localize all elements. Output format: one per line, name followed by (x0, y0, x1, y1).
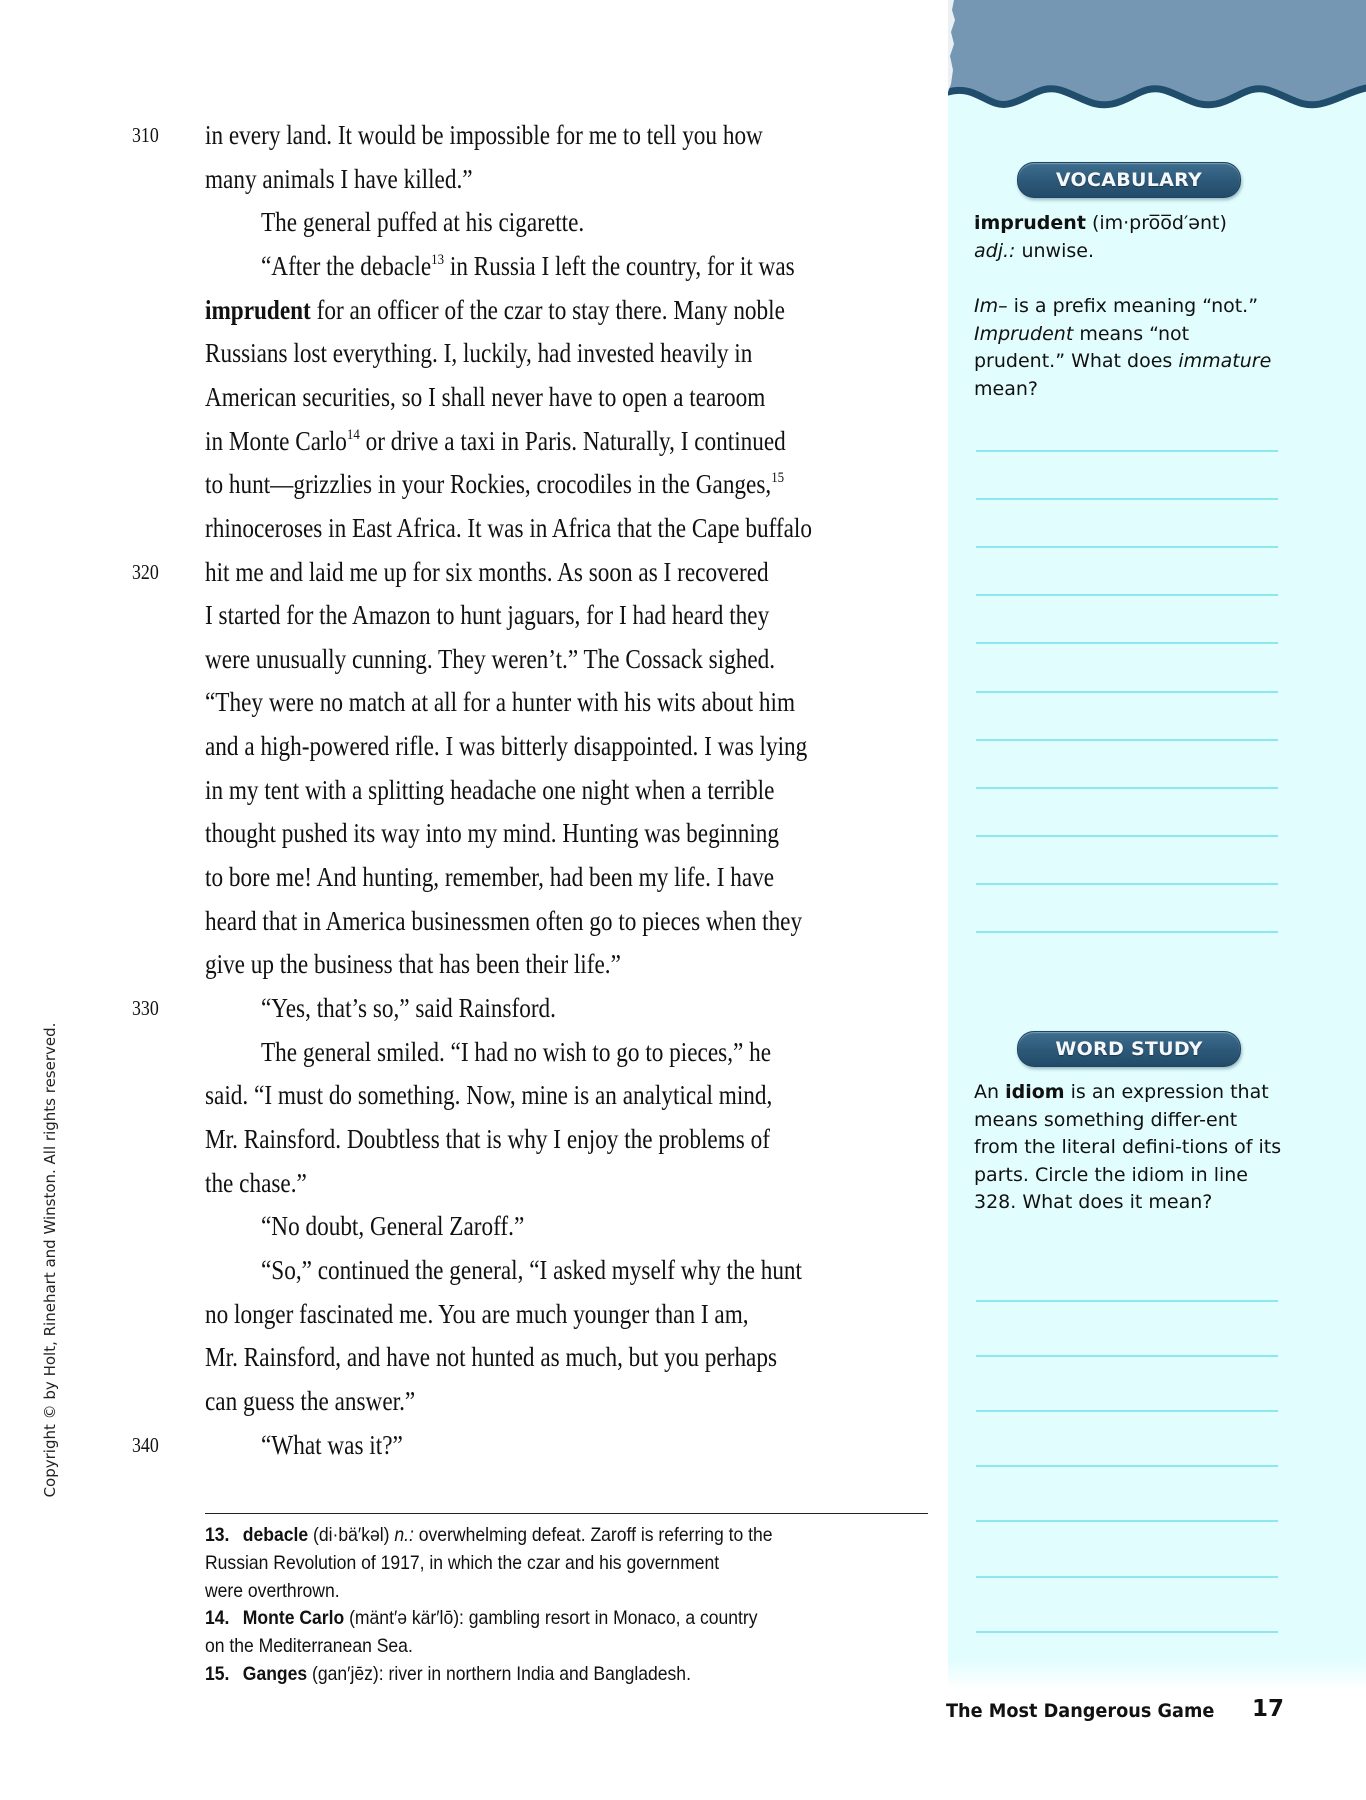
vocabulary-meaning: unwise. (1015, 239, 1095, 262)
story-line (261, 1254, 802, 1286)
page-number: 17 (1252, 1696, 1285, 1722)
text-run: give up the business that has been their life.” (205, 949, 621, 980)
story-line (261, 1036, 771, 1068)
footnote-line (205, 1661, 871, 1689)
bold-term: Monte Carlo (242, 1607, 345, 1630)
text-run: “They were no match at all for a hunter with his wits about him (205, 687, 796, 718)
italic-term: n.: (394, 1524, 414, 1546)
text-run: “What was it?” (261, 1429, 403, 1460)
text-run: Mr. Rainsford, and have not hunted as much, but you perhaps (205, 1342, 778, 1373)
text-run: the chase.” (205, 1167, 307, 1198)
story-line (205, 1298, 749, 1330)
story-line (205, 512, 812, 544)
story-line (205, 817, 779, 849)
text-run: in my tent with a splitting headache one night when a terrible (205, 774, 775, 805)
vocabulary-definition (974, 210, 1284, 265)
story-line (261, 992, 556, 1024)
vocabulary-question (974, 293, 1284, 403)
italic-term: Im– (974, 295, 1008, 317)
text-run: is an expression that means something differ-ent from the literal defini-tions of its parts. Circle the idiom in line 328. What does it mean? (974, 1081, 1282, 1213)
text-run: “Yes, that’s so,” said Rainsford. (261, 993, 556, 1023)
word-study-text (974, 1079, 1284, 1217)
text-run: heard that in America businessmen often go to pieces when they (205, 905, 803, 936)
answer-line[interactable] (976, 883, 1278, 885)
italic-term: immature (1178, 350, 1272, 372)
story-line (205, 948, 621, 980)
story-line (205, 1123, 770, 1155)
footnote-line (205, 1522, 871, 1550)
story-line (205, 1341, 777, 1373)
text-run: to hunt—grizzlies in your Rockies, crocodiles in the Ganges, (205, 469, 772, 500)
sidebar-fade (948, 1660, 1366, 1690)
text-run: on the Mediterranean Sea. (205, 1635, 413, 1658)
bold-term: Ganges (242, 1663, 308, 1685)
footnote-number: 13. (205, 1524, 230, 1546)
text-run: “So,” continued the general, “I asked myself why the hunt (261, 1254, 802, 1285)
story-line (205, 1079, 772, 1111)
footnote-reference: 13 (431, 251, 445, 268)
story-line (205, 686, 795, 718)
story-line (261, 1429, 403, 1461)
story-line (205, 643, 775, 675)
story-line (205, 730, 807, 762)
answer-line[interactable] (976, 594, 1278, 596)
text-run: were overthrown. (205, 1579, 340, 1602)
text-run: (di·bä′kəl) (308, 1524, 395, 1546)
footnote-divider (205, 1513, 928, 1514)
answer-line[interactable] (976, 642, 1278, 644)
text-run: in Russia I left the country, for it was (444, 250, 795, 281)
text-run: were unusually cunning. They weren’t.” The Cossack sighed. (205, 643, 776, 674)
text-run: Russians lost everything. I, luckily, had invested heavily in (205, 338, 753, 369)
story-line (261, 1210, 524, 1242)
text-run: mean? (974, 377, 1038, 400)
text-run: American securities, so I shall never have to open a tearoom (205, 381, 766, 412)
story-line (261, 206, 584, 238)
story-line (205, 468, 784, 500)
text-run: “After the debacle (261, 250, 432, 281)
footnote-reference: 14 (346, 426, 360, 443)
line-number: 330 (132, 996, 159, 1020)
story-line (205, 905, 802, 937)
answer-line[interactable] (976, 546, 1278, 548)
footnote-line (205, 1605, 871, 1633)
text-run: Mr. Rainsford. Doubtless that is why I enjoy the problems of (205, 1123, 770, 1154)
sidebar-header-band (948, 0, 1366, 120)
text-run: Russian Revolution of 1917, in which the czar and his government (205, 1551, 720, 1574)
story-line (205, 425, 786, 457)
story-line (205, 774, 774, 806)
text-run: or drive a taxi in Paris. Naturally, I continued (359, 425, 786, 456)
text-run: for an officer of the czar to stay there. Many noble (310, 294, 785, 325)
text-run: many animals I have killed.” (205, 163, 473, 194)
text-run: no longer fascinated me. You are much younger than I am, (205, 1298, 749, 1329)
story-line (205, 294, 785, 326)
answer-line[interactable] (976, 1300, 1278, 1302)
answer-line[interactable] (976, 1465, 1278, 1467)
answer-line[interactable] (976, 787, 1278, 789)
footer-title: The Most Dangerous Game (946, 1700, 1215, 1722)
text-run: is a prefix meaning “not.” (1007, 295, 1259, 317)
wave-banner (948, 0, 1366, 120)
italic-term: Imprudent (974, 322, 1074, 345)
text-run: and a high-powered rifle. I was bitterly disappointed. I was lying (205, 731, 808, 762)
vocabulary-badge: VOCABULARY (1017, 162, 1241, 198)
answer-line[interactable] (976, 498, 1278, 500)
line-number: 320 (132, 559, 159, 584)
text-run: means “not prudent.” What does (974, 322, 1190, 372)
text-run: (gan′jēz): river in northern India and Bangladesh. (307, 1663, 691, 1685)
vocabulary-part-of-speech: adj.: (974, 239, 1016, 262)
answer-line[interactable] (976, 1355, 1278, 1357)
story-line (261, 250, 795, 282)
footnote-line (205, 1578, 871, 1606)
answer-line[interactable] (976, 1410, 1278, 1412)
footnote-line (205, 1633, 871, 1661)
answer-line[interactable] (976, 835, 1278, 837)
answer-line[interactable] (976, 1576, 1278, 1578)
text-run: “No doubt, General Zaroff.” (261, 1211, 525, 1242)
copyright-notice: Copyright © by Holt, Rinehart and Winston. All rights reserved. (41, 1022, 59, 1498)
text-run: hit me and laid me up for six months. As soon as I recovered (205, 556, 769, 587)
text-run: The general puffed at his cigarette. (261, 207, 585, 238)
text-run: to bore me! And hunting, remember, had been my life. I have (205, 862, 775, 893)
story-line (205, 381, 765, 413)
text-run: thought pushed its way into my mind. Hunting was beginning (205, 818, 780, 849)
bold-term: idiom (1005, 1081, 1065, 1103)
text-run: can guess the answer.” (205, 1385, 416, 1416)
footnote-number: 14. (205, 1607, 230, 1630)
vocabulary-pronunciation: (im·pro̅o̅d′ənt) (1085, 212, 1227, 234)
story-line (205, 337, 752, 369)
answer-line[interactable] (976, 739, 1278, 741)
text-run: The general smiled. “I had no wish to go to pieces,” he (261, 1036, 772, 1067)
word-study-badge: WORD STUDY (1017, 1031, 1241, 1067)
text-run: said. “I must do something. Now, mine is an analytical mind, (205, 1080, 773, 1111)
line-number: 310 (132, 123, 159, 147)
footnote-line (205, 1550, 871, 1578)
text-run: (mänt′ə kär′lō): gambling resort in Monaco, a country (344, 1607, 758, 1630)
bold-term: debacle (242, 1524, 309, 1546)
footnote-number: 15. (205, 1663, 230, 1685)
story-line (205, 163, 473, 195)
story-line (205, 119, 763, 151)
text-run: overwhelming defeat. Zaroff is referring to the (413, 1524, 773, 1546)
answer-line[interactable] (976, 1520, 1278, 1522)
answer-line[interactable] (976, 691, 1278, 693)
story-line (205, 1167, 307, 1199)
footnote-reference: 15 (771, 470, 785, 487)
text-run: in Monte Carlo (205, 425, 347, 456)
answer-line[interactable] (976, 931, 1278, 933)
answer-line[interactable] (976, 1631, 1278, 1633)
text-run: I started for the Amazon to hunt jaguars, for I had heard they (205, 600, 770, 631)
answer-line[interactable] (976, 450, 1278, 452)
bold-term: imprudent (205, 294, 311, 325)
vocabulary-word: imprudent (974, 212, 1086, 234)
story-line (205, 556, 769, 588)
line-number: 340 (132, 1432, 159, 1457)
story-line (205, 861, 774, 893)
text-run: rhinoceroses in East Africa. It was in Africa that the Cape buffalo (205, 512, 812, 543)
story-line (205, 1385, 415, 1417)
text-run: An (974, 1081, 1006, 1103)
text-run: in every land. It would be impossible for me to tell you how (205, 120, 763, 150)
story-line (205, 599, 769, 631)
